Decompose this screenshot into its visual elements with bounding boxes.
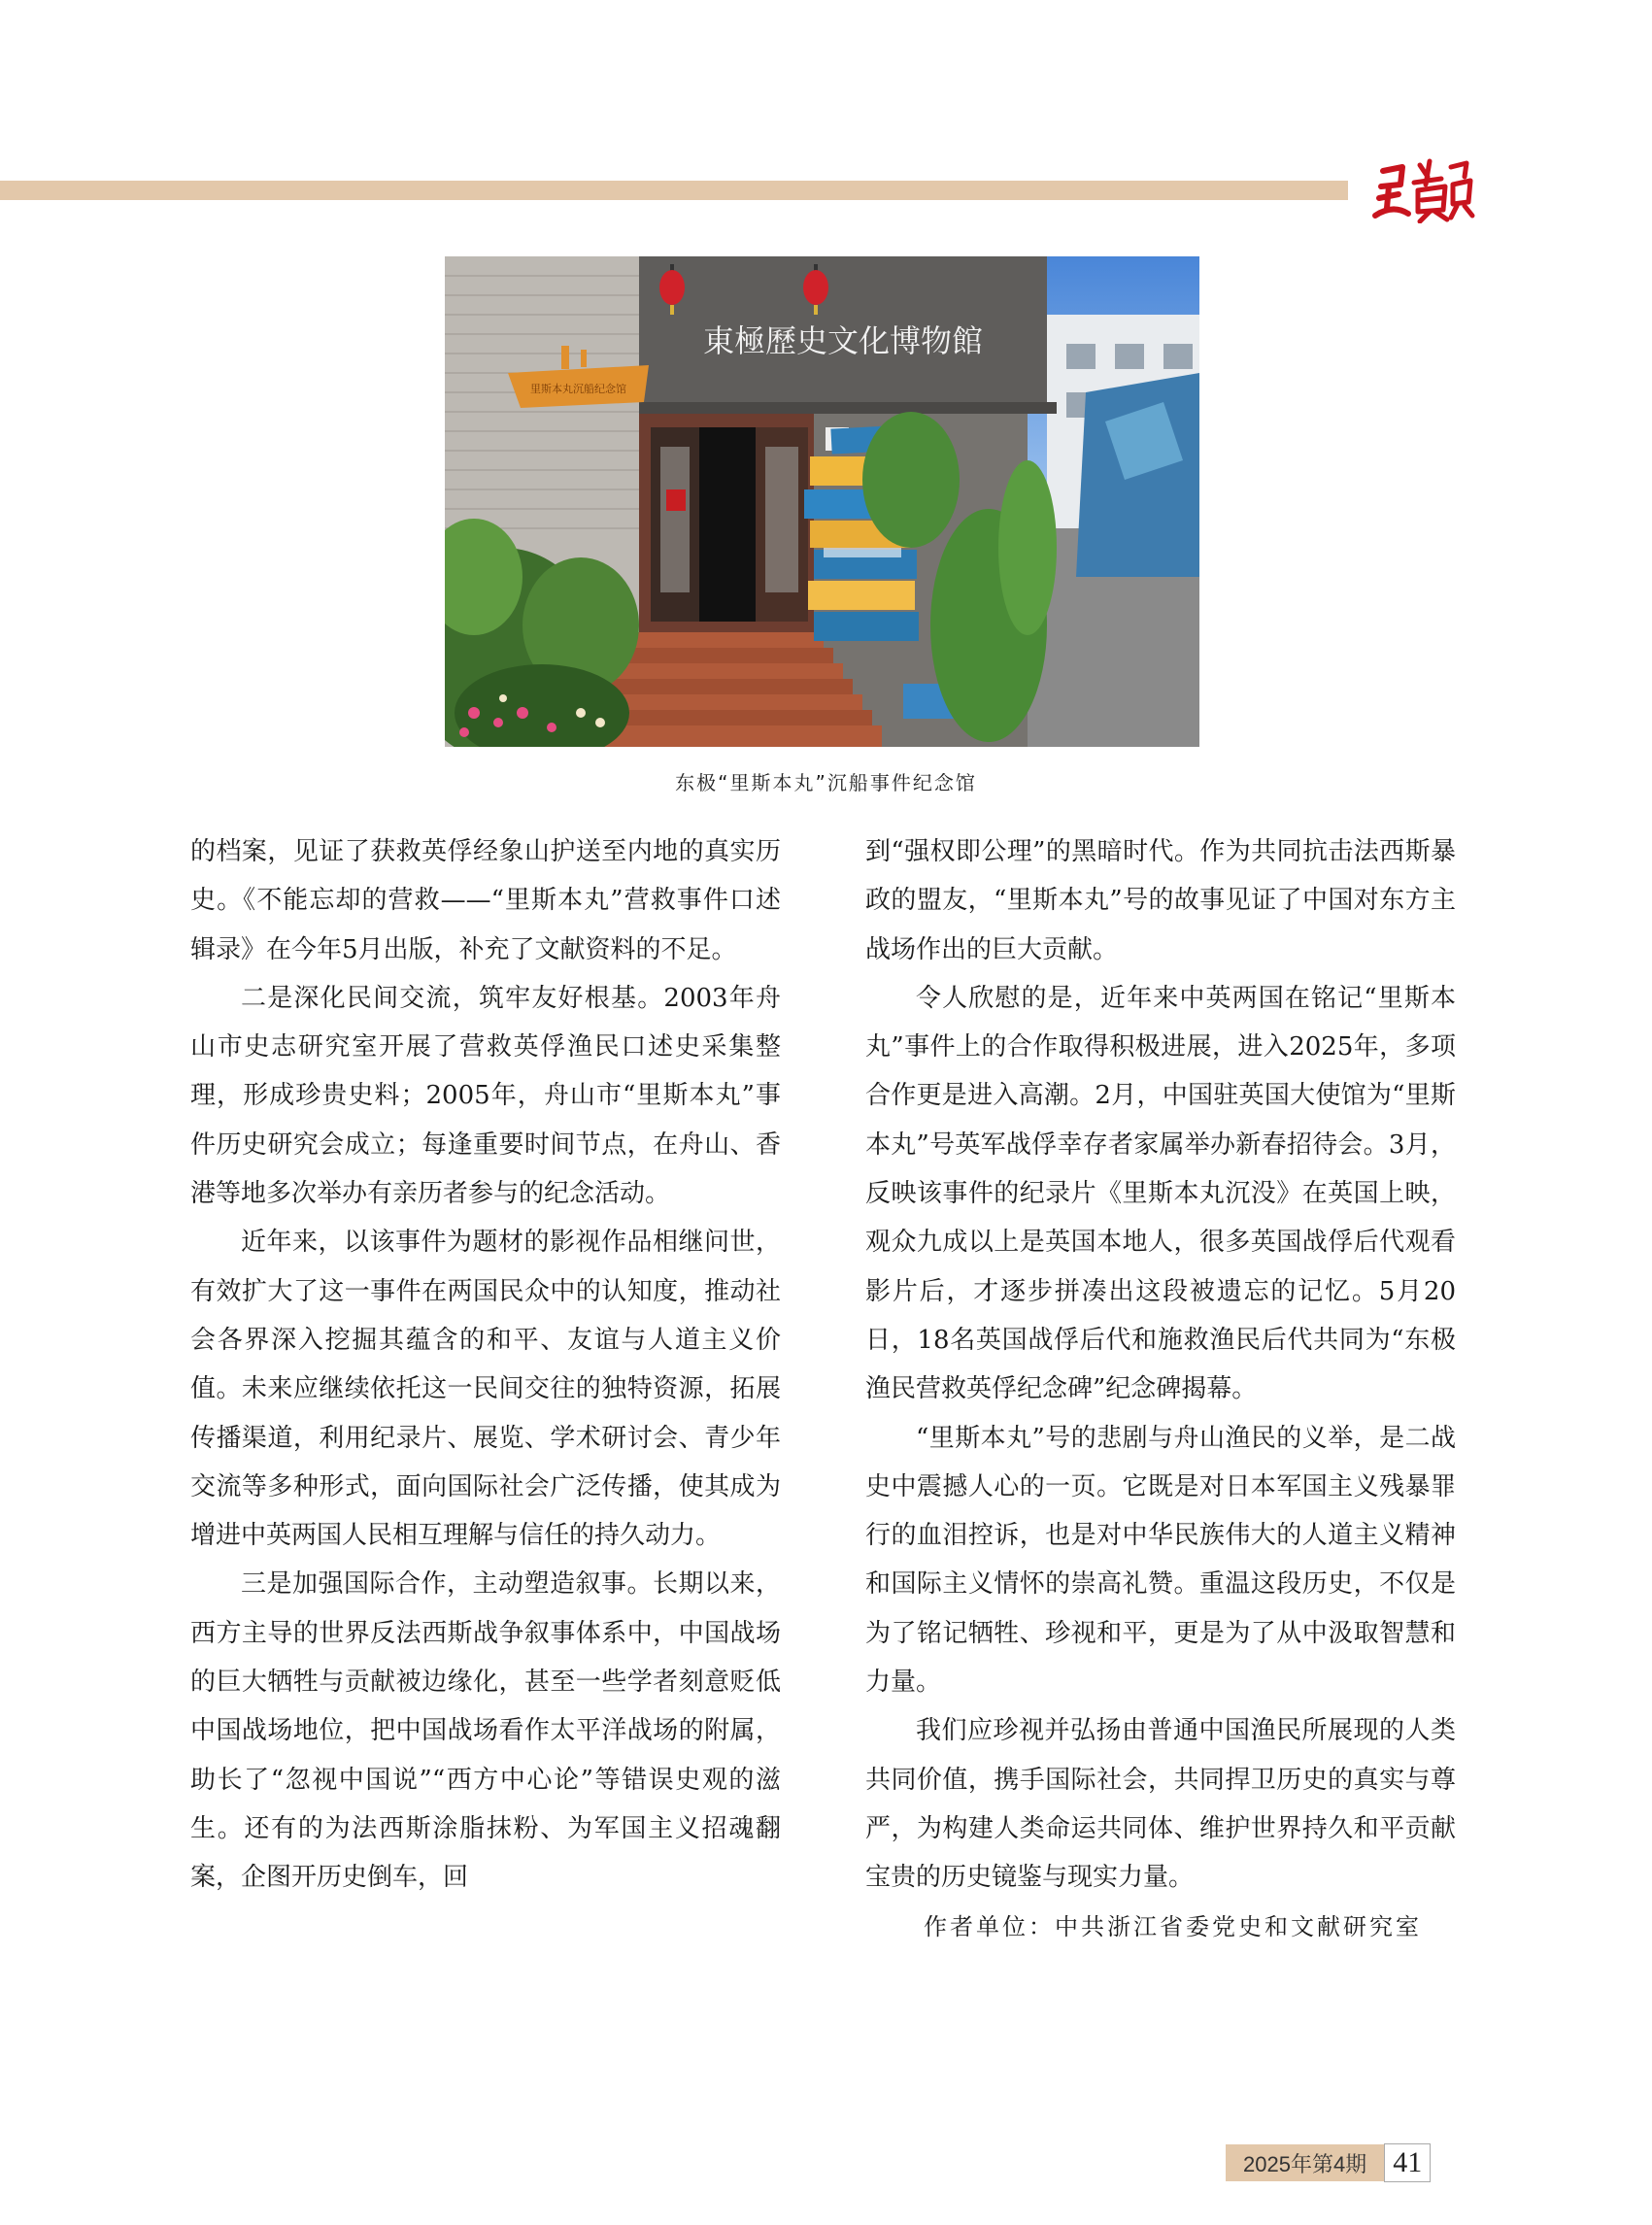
page-number: 41 xyxy=(1384,2143,1431,2182)
photo-caption: 东极“里斯本丸”沉船事件纪念馆 xyxy=(675,771,977,794)
right-column xyxy=(865,827,1456,1951)
museum-entrance-image xyxy=(445,256,1199,747)
museum-photo xyxy=(445,256,1199,747)
paragraph: 二是深化民间交流，筑牢友好根基。2003年舟山市史志研究室开展了营救英俘渔民口述史采集整理，形成珍贵史料；2005年，舟山市“里斯本丸”事件历史研究会成立；每逢重要时间节点，在舟山、香港等地多次举办有亲历者参与的纪念活动。 xyxy=(190,983,781,1209)
paragraph: 令人欣慰的是，近年来中英两国在铭记“里斯本丸”事件上的合作取得积极进展，进入2025年，多项合作更是进入高潮。2月，中国驻英国大使馆为“里斯本丸”号英军战俘幸存者家属举办新春招待会。3月，反映该事件的纪录片《里斯本丸沉没》在英国上映，观众九成以上是英国本地人，很多英国战俘后代观看影片后，才逐步拼凑出这段被遗忘的记忆。5月20日，18名英国战俘后代和施救渔民后代共同为“东极渔民营救英俘纪念碑”纪念碑揭幕。 xyxy=(865,983,1456,1404)
paragraph: 我们应珍视并弘扬由普通中国渔民所展现的人类共同价值，携手国际社会，共同捍卫历史的真实与尊严，为构建人类命运共同体、维护世界持久和平贡献宝贵的历史镜鉴与现实力量。 xyxy=(865,1716,1456,1893)
paragraph: 近年来，以该事件为题材的影视作品相继问世，有效扩大了这一事件在两国民众中的认知度，推动社会各界深入挖掘其蕴含的和平、友谊与人道主义价值。未来应继续依托这一民间交往的独特资源，拓展传播渠道，利用纪录片、展览、学术研讨会、青少年交流等多种形式，面向国际社会广泛传播，使其成为增进中英两国人民相互理解与信任的持久动力。 xyxy=(190,1228,781,1551)
header-band xyxy=(0,181,1348,200)
paragraph: 三是加强国际合作，主动塑造叙事。长期以来，西方主导的世界反法西斯战争叙事体系中，中国战场的巨大牺牲与贡献被边缘化，甚至一些学者刻意贬低中国战场地位，把中国战场看作太平洋战场的附属，助长了“忽视中国说”“西方中心论”等错误史观的滋生。还有的为法西斯涂脂抹粉、为军国主义招魂翻案，企图开历史倒车，回 xyxy=(190,1569,781,1893)
museum-sign: 東極歷史文化博物館 xyxy=(702,322,984,359)
calligraphy-logo-icon xyxy=(1369,155,1476,223)
paragraph: 的档案，见证了获救英俘经象山护送至内地的真实历史。《不能忘却的营救——“里斯本丸”营救事件口述辑录》在今年5月出版，补充了文献资料的不足。 xyxy=(190,837,781,964)
author-affiliation: 作者单位：中共浙江省委党史和文献研究室 xyxy=(924,1912,1422,1940)
left-column xyxy=(190,827,781,1903)
page-footer xyxy=(1226,2142,1431,2183)
column-logo xyxy=(1369,155,1476,223)
issue-label: 2025年第4期 xyxy=(1226,2144,1384,2181)
paragraph: “里斯本丸”号的悲剧与舟山渔民的义举，是二战史中震撼人心的一页。它既是对日本军国主义残暴罪行的血泪控诉，也是对中华民族伟大的人道主义精神和国际主义情怀的崇高礼赞。重温这段历史，不仅是为了铭记牺牲、珍视和平，更是为了从中汲取智慧和力量。 xyxy=(865,1423,1456,1698)
plaque-text: 里斯本丸沉船纪念馆 xyxy=(530,383,626,395)
paragraph: 到“强权即公理”的黑暗时代。作为共同抗击法西斯暴政的盟友，“里斯本丸”号的故事见证了中国对东方主战场作出的巨大贡献。 xyxy=(865,837,1456,964)
